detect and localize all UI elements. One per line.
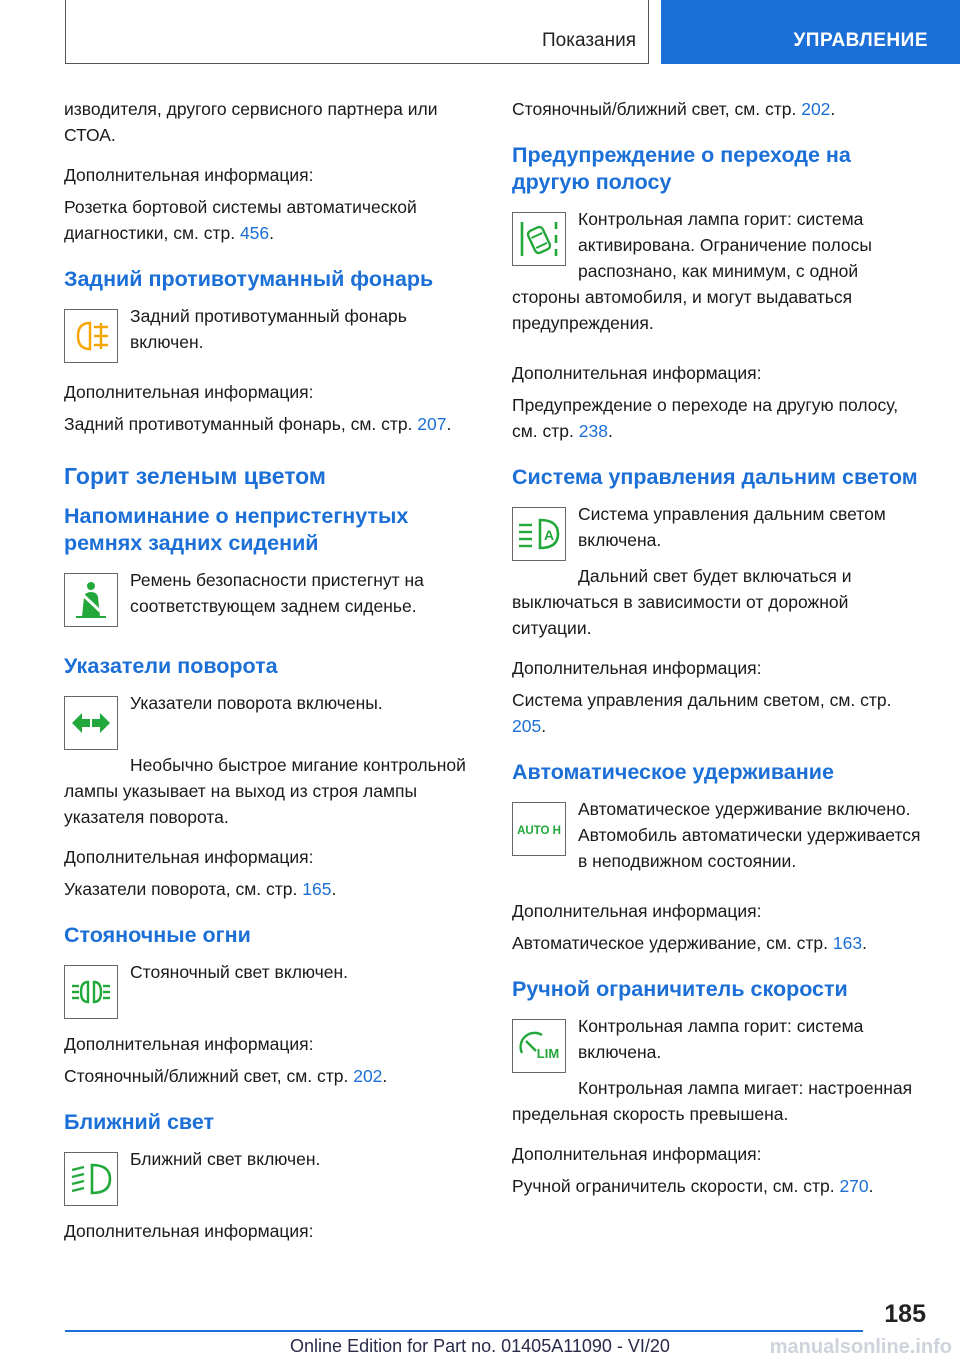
seatbelt-entry [64, 567, 477, 633]
lane-departure-desc: Контрольная лампа горит: система активирована. Ограничение полосы распознано, как минимум, с одной стороны автомобиля, и могут выдаваться предупреждения. [512, 209, 872, 333]
auto-hold-desc: Автоматическое удерживание включено. Автомобиль автоматически удерживается в неподвижном состоянии. [578, 799, 921, 871]
turn-signal-reference: Указатели поворота, см. стр. 165. [64, 879, 337, 899]
parking-low-beam-reference: Стояночный/ближний свет, см. стр. 202. [512, 99, 836, 119]
high-beam-assist-reference: Система управления дальним светом, см. стр. 205. [512, 690, 892, 736]
more-info-label: Дополнительная информация: [64, 165, 314, 185]
footer-divider [65, 1330, 863, 1332]
high-beam-assist-desc2: Дальний свет будет включаться и выключаться в зависимости от дорожной ситуации. [512, 566, 852, 638]
lane-departure-reference: Предупреждение о переходе на другую полосу, см. стр. 238. [512, 395, 899, 441]
low-beam-entry [64, 1146, 477, 1208]
parking-lights-reference: Стояночный/ближний свет, см. стр. 202. [64, 1066, 388, 1086]
high-beam-assist-icon [512, 507, 566, 561]
more-info-label: Дополнительная информация: [64, 847, 314, 867]
rear-fog-light-icon [64, 309, 118, 363]
auto-hold-icon-text: AUTO H [517, 825, 561, 837]
turn-signal-icon [64, 696, 118, 750]
turn-signal-desc2: Необычно быстрое мигание контрольной лампы указывает на выход из строя лампы указателя поворота. [64, 755, 466, 827]
more-info-label: Дополнительная информация: [512, 658, 762, 678]
page-link-163[interactable]: 163 [832, 933, 863, 953]
parking-lights-icon [64, 965, 118, 1019]
seatbelt-heading: Напоминание о непристегнутых ремнях задних сидений [64, 504, 409, 555]
edition-footer: Online Edition for Part no. 01405A11090 - VI/20 [290, 1336, 670, 1356]
high-beam-assist-desc1: Система управления дальним светом включена. [578, 504, 886, 550]
page-link-270[interactable]: 270 [839, 1176, 869, 1196]
parking-lights-heading: Стояночные огни [64, 923, 251, 947]
page-link-205[interactable]: 205 [512, 716, 542, 736]
low-beam-icon [64, 1152, 118, 1206]
speed-limiter-entry [512, 1013, 925, 1075]
more-info-label: Дополнительная информация: [64, 382, 314, 402]
more-info-label: Дополнительная информация: [512, 1144, 762, 1164]
turn-signal-heading: Указатели поворота [64, 654, 278, 678]
page-link-165[interactable]: 165 [302, 879, 332, 899]
right-column [512, 96, 925, 1213]
more-info-label: Дополнительная информация: [512, 363, 762, 383]
header-chapter-tab [661, 0, 960, 64]
left-column [64, 96, 477, 1250]
seatbelt-desc: Ремень безопасности пристегнут на соответствующем заднем сиденье. [130, 570, 424, 616]
turn-signal-entry [64, 690, 477, 752]
page-link-202[interactable]: 202 [801, 99, 831, 119]
low-beam-heading: Ближний свет [64, 1110, 215, 1134]
watermark: manualsonline.info [769, 1336, 952, 1358]
speed-limiter-icon-text: LIM [536, 1046, 560, 1061]
speed-limiter-heading: Ручной ограничитель скорости [512, 977, 848, 1001]
page-link-238[interactable]: 238 [578, 421, 608, 441]
speed-limiter-desc1: Контрольная лампа горит: система включена. [578, 1016, 864, 1062]
speed-limiter-reference: Ручной ограничитель скорости, см. стр. 270. [512, 1176, 874, 1196]
auto-hold-heading: Автоматическое удерживание [512, 760, 834, 784]
page-link-207[interactable]: 207 [417, 414, 447, 434]
page-number: 185 [884, 1300, 926, 1328]
more-info-label: Дополнительная информация: [512, 901, 762, 921]
obd-reference: Розетка бортовой системы автоматической диагностики, см. стр. 456. [64, 197, 417, 243]
high-beam-assist-entry [512, 501, 925, 563]
rear-fog-desc: Задний противотуманный фонарь включен. [130, 306, 407, 352]
rear-fog-heading: Задний противотуманный фонарь [64, 267, 434, 291]
page-link-202[interactable]: 202 [353, 1066, 383, 1086]
intro-paragraph: изводителя, другого сервисного партнера или СТОА. [64, 99, 438, 145]
more-info-label: Дополнительная информация: [64, 1034, 314, 1054]
seatbelt-icon [64, 573, 118, 627]
low-beam-desc: Ближний свет включен. [130, 1149, 321, 1169]
page-link-456[interactable]: 456 [239, 223, 270, 243]
speed-limiter-desc2: Контрольная лампа мигает: настроенная предельная скорость превышена. [512, 1078, 913, 1124]
auto-hold-reference: Автоматическое удерживание, см. стр. 163. [512, 933, 867, 953]
parking-lights-entry [64, 959, 477, 1021]
high-beam-assist-heading: Система управления дальним светом [512, 465, 918, 489]
lane-departure-heading: Предупреждение о переходе на другую полосу [512, 143, 851, 194]
parking-lights-desc: Стояночный свет включен. [130, 962, 349, 982]
lane-departure-entry [512, 206, 925, 350]
auto-hold-entry [512, 796, 925, 888]
header-section-tab [65, 0, 649, 64]
rear-fog-entry [64, 303, 477, 369]
more-info-label: Дополнительная информация: [64, 1221, 314, 1241]
speed-limiter-icon [512, 1019, 566, 1073]
green-section-heading: Горит зеленым цветом [64, 463, 326, 489]
rear-fog-reference: Задний противотуманный фонарь, см. стр. 207. [64, 414, 452, 434]
svg-text:A: A [543, 527, 555, 543]
auto-hold-icon [512, 802, 566, 856]
lane-departure-icon [512, 212, 566, 266]
header-section-label: Показания [542, 30, 636, 51]
turn-signal-desc1: Указатели поворота включены. [130, 693, 383, 713]
header-chapter-label: УПРАВЛЕНИЕ [793, 30, 928, 51]
